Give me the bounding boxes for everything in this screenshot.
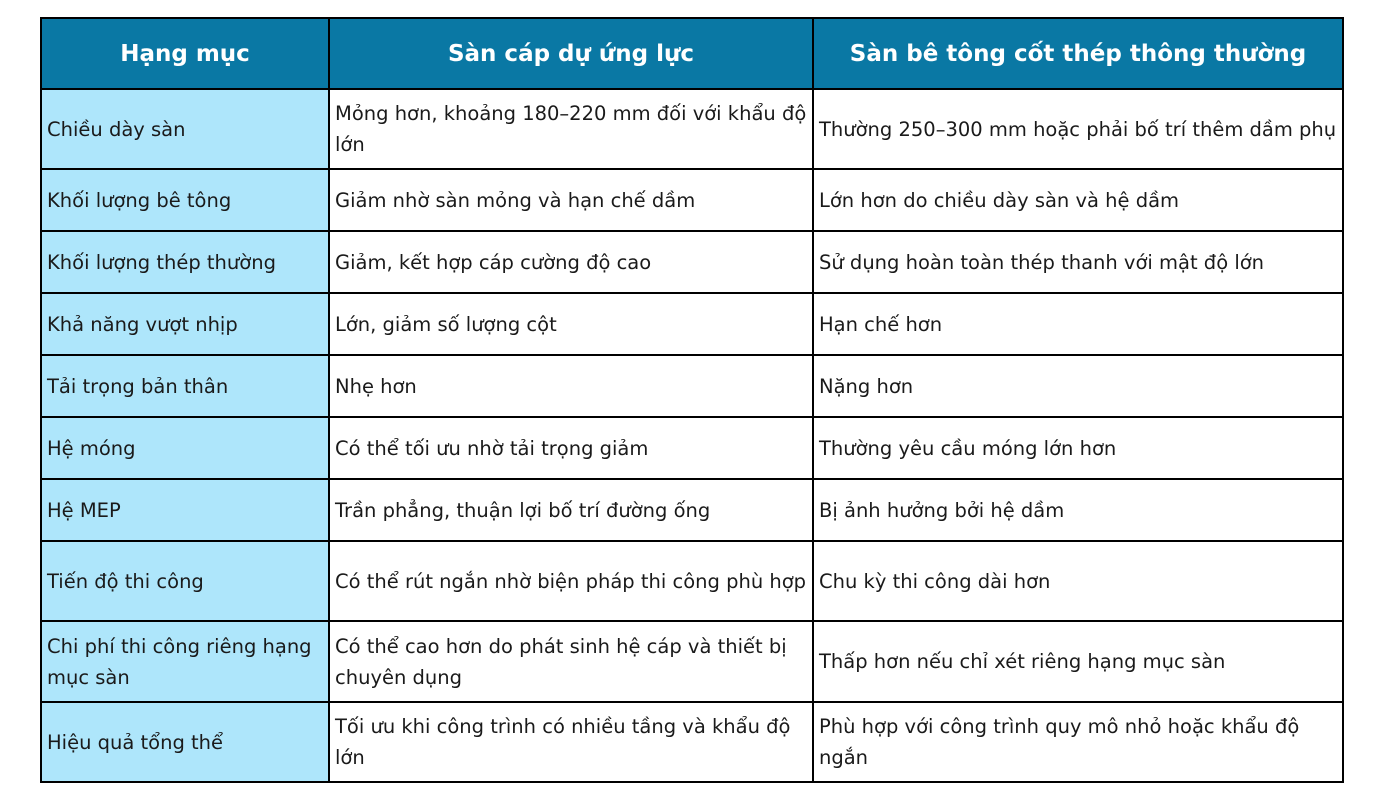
row-label: Khối lượng thép thường [41, 231, 329, 293]
table-row [41, 479, 1343, 541]
row-label: Khối lượng bê tông [41, 169, 329, 231]
post-tensioned-cell: Có thể cao hơn do phát sinh hệ cáp và thiết bị chuyên dụng [329, 621, 813, 702]
conventional-cell: Bị ảnh hưởng bởi hệ dầm [813, 479, 1343, 541]
conventional-cell: Thường yêu cầu móng lớn hơn [813, 417, 1343, 479]
table-row [41, 89, 1343, 169]
table-row [41, 231, 1343, 293]
row-label: Hệ móng [41, 417, 329, 479]
row-label: Hiệu quả tổng thể [41, 702, 329, 782]
conventional-cell: Lớn hơn do chiều dày sàn và hệ dầm [813, 169, 1343, 231]
row-label: Chi phí thi công riêng hạng mục sàn [41, 621, 329, 702]
row-label: Chiều dày sàn [41, 89, 329, 169]
table-row [41, 293, 1343, 355]
post-tensioned-cell: Lớn, giảm số lượng cột [329, 293, 813, 355]
conventional-cell: Sử dụng hoàn toàn thép thanh với mật độ lớn [813, 231, 1343, 293]
header-conventional-rc-slab: Sàn bê tông cốt thép thông thường [813, 18, 1343, 89]
table-row [41, 355, 1343, 417]
table-row [41, 169, 1343, 231]
post-tensioned-cell: Giảm, kết hợp cáp cường độ cao [329, 231, 813, 293]
header-category: Hạng mục [41, 18, 329, 89]
post-tensioned-cell: Có thể rút ngắn nhờ biện pháp thi công phù hợp [329, 541, 813, 621]
post-tensioned-cell: Trần phẳng, thuận lợi bố trí đường ống [329, 479, 813, 541]
header-post-tensioned-slab: Sàn cáp dự ứng lực [329, 18, 813, 89]
post-tensioned-cell: Tối ưu khi công trình có nhiều tầng và khẩu độ lớn [329, 702, 813, 782]
row-label: Tải trọng bản thân [41, 355, 329, 417]
conventional-cell: Nặng hơn [813, 355, 1343, 417]
comparison-table [40, 17, 1344, 783]
row-label: Hệ MEP [41, 479, 329, 541]
table-row [41, 621, 1343, 702]
conventional-cell: Thường 250–300 mm hoặc phải bố trí thêm dầm phụ [813, 89, 1343, 169]
post-tensioned-cell: Nhẹ hơn [329, 355, 813, 417]
table-header-row [41, 18, 1343, 89]
post-tensioned-cell: Mỏng hơn, khoảng 180–220 mm đối với khẩu độ lớn [329, 89, 813, 169]
conventional-cell: Phù hợp với công trình quy mô nhỏ hoặc khẩu độ ngắn [813, 702, 1343, 782]
table-row [41, 417, 1343, 479]
post-tensioned-cell: Giảm nhờ sàn mỏng và hạn chế dầm [329, 169, 813, 231]
table-row [41, 541, 1343, 621]
post-tensioned-cell: Có thể tối ưu nhờ tải trọng giảm [329, 417, 813, 479]
conventional-cell: Hạn chế hơn [813, 293, 1343, 355]
row-label: Khả năng vượt nhịp [41, 293, 329, 355]
conventional-cell: Thấp hơn nếu chỉ xét riêng hạng mục sàn [813, 621, 1343, 702]
row-label: Tiến độ thi công [41, 541, 329, 621]
conventional-cell: Chu kỳ thi công dài hơn [813, 541, 1343, 621]
table-row [41, 702, 1343, 782]
